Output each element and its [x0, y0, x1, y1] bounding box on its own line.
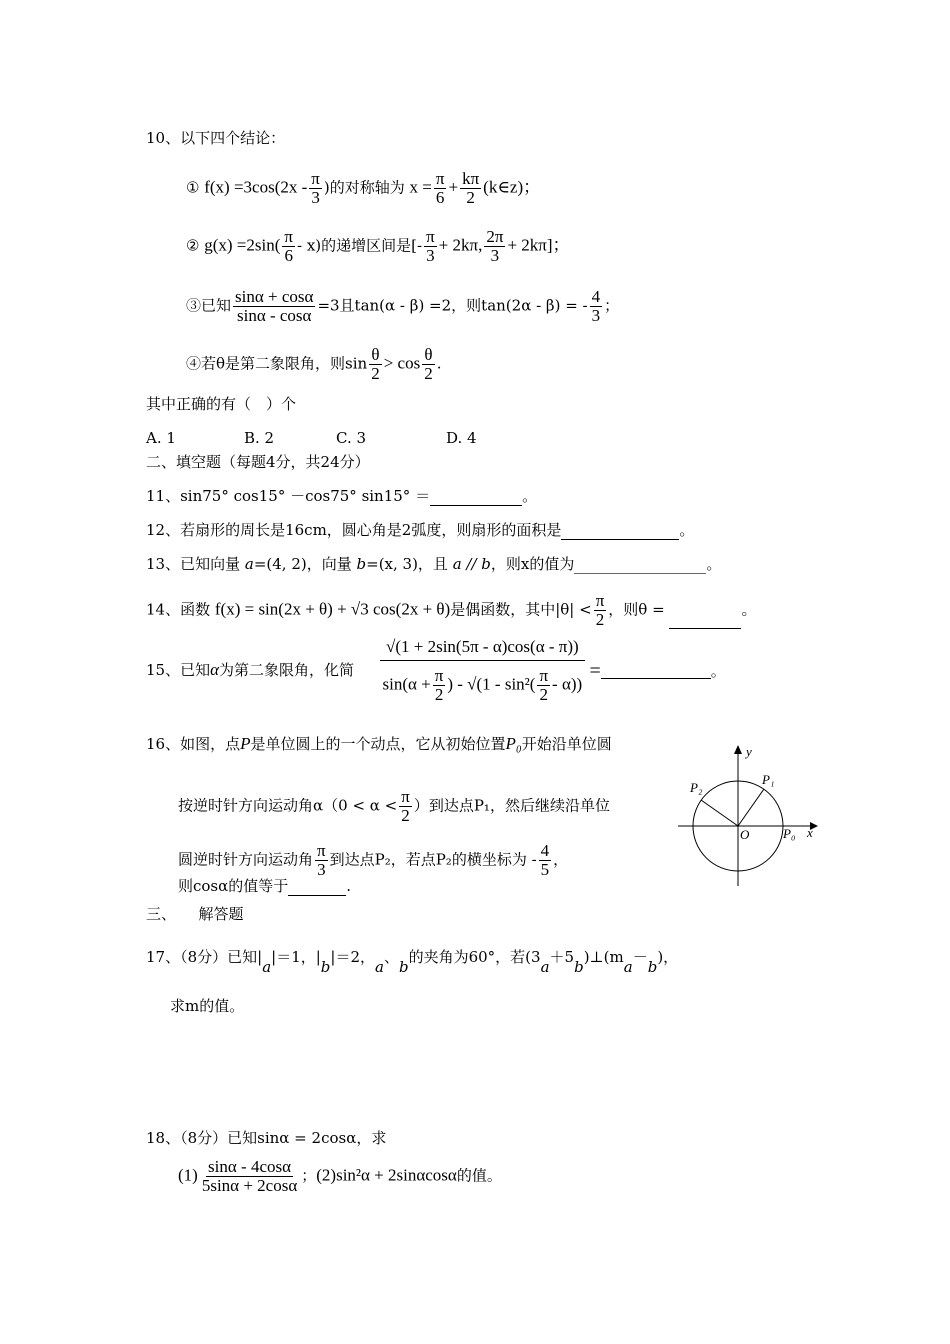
expr: x = — [409, 177, 432, 197]
fraction: $\frac{\pi}{2}$ — [401, 787, 410, 825]
label-y: y — [746, 744, 752, 759]
q18-parts — [178, 1158, 502, 1195]
expr: + — [448, 177, 459, 197]
answer-blank — [601, 664, 711, 679]
part-1-label: (1) — [178, 1165, 198, 1185]
vector-a: a — [262, 958, 272, 976]
q16-line-4 — [178, 876, 351, 896]
q17-ask: 求m的值。 — [170, 997, 245, 1015]
fraction: $\frac{\theta}{2}$ — [424, 345, 433, 383]
fraction: $\frac{k\pi}{2}$ — [462, 169, 480, 207]
text: ， — [553, 850, 569, 869]
vector-b: b — [320, 958, 331, 976]
text: 开始沿单位圆 — [521, 735, 612, 753]
expr: f(x) = sin(2x + θ) + √3 cos(2x + θ) — [214, 599, 451, 619]
q13 — [146, 554, 721, 574]
expr: g(x) =2sin( — [204, 235, 281, 255]
text: ，则x的值为 — [490, 555, 575, 573]
answer-blank — [574, 559, 706, 574]
label-origin: O — [740, 827, 750, 842]
q11-end: 。 — [522, 487, 538, 505]
vector-b: b — [574, 958, 584, 976]
text: ）到达点P₁，然后继续沿单位 — [413, 796, 610, 815]
text: 。 — [706, 555, 722, 573]
fraction: $\frac{2\pi}{3}$ — [486, 227, 504, 265]
fraction: $\frac{\pi}{3}$ — [317, 841, 326, 879]
text: sin(α + — [382, 674, 431, 694]
fraction: $\frac{\pi}{6}$ — [284, 227, 293, 265]
q10-ask: 其中正确的有（ ）个 — [146, 395, 297, 413]
vector-a: a — [540, 958, 550, 976]
q12-text: 12、若扇形的周长是16cm，圆心角是2弧度，则扇形的面积是 — [146, 521, 562, 539]
text: 的值。 — [456, 1166, 502, 1185]
text: 已知 — [201, 296, 232, 315]
y-axis-arrow-icon — [734, 745, 742, 754]
text: 14、函数 — [146, 600, 211, 619]
fraction: $\frac{\pi}{2}$ — [539, 666, 549, 704]
option-a: A. 1 — [146, 429, 176, 447]
text: . — [436, 354, 442, 373]
text: 圆逆时针方向运动角 — [178, 850, 314, 869]
fraction: $\frac{\pi}{2}$ — [595, 591, 605, 629]
vector-b: b — [647, 958, 658, 976]
label-p1: P₁ — [762, 772, 775, 787]
text: )， — [657, 948, 679, 966]
text: |＝1，| — [271, 948, 321, 966]
text: |＝2， — [330, 948, 376, 966]
expr: f(x) =3cos(2x - — [204, 177, 308, 197]
text: ，则θ = — [608, 600, 665, 619]
text: - α)) — [552, 674, 583, 694]
text: 17、（8分）已知| — [146, 948, 263, 966]
q10-options — [146, 428, 477, 448]
text: 则cosα的值等于 — [178, 877, 289, 895]
text: 若θ是第二象限角，则sin — [201, 354, 368, 373]
q15 — [146, 660, 354, 680]
fraction: $\frac{\sin\alpha - 4\cos\alpha}{5\sin\alpha + 2\cos\alpha}$ — [201, 1157, 298, 1195]
section-2-heading: 二、填空题（每题4分，共24分） — [146, 453, 370, 471]
parallel-condition: a // b — [452, 555, 491, 573]
q17 — [146, 940, 678, 984]
q11 — [146, 486, 537, 506]
text: 是偶函数，其中|θ| < — [450, 600, 592, 619]
q16-line-1 — [146, 734, 612, 754]
alpha: α — [210, 660, 220, 679]
vector-b: b — [398, 958, 409, 976]
point-p0: P₀ — [505, 734, 522, 753]
fraction: $\frac{\pi}{3}$ — [311, 169, 320, 207]
vector-a: a — [244, 555, 254, 573]
text: )的对称轴为 — [323, 178, 405, 197]
fraction: $\frac{4}{5}$ — [540, 841, 550, 879]
q12-end: 。 — [679, 521, 695, 539]
fraction: $\frac{\sin\alpha + \cos\alpha}{\sin\alpha - \cos\alpha}$ — [235, 287, 314, 325]
text: =(x, 3)，且 — [366, 555, 448, 573]
text: 。 — [741, 600, 757, 619]
text: ) - √(1 - sin²( — [447, 674, 536, 694]
part-2-expr: (2)sin²α + 2sinαcosα — [316, 1165, 457, 1185]
text: － — [632, 948, 648, 966]
text: )⊥(m — [583, 948, 624, 966]
text: 按逆时针方向运动角α（0 < α < — [178, 796, 398, 815]
option-d: D. 4 — [446, 429, 477, 447]
text: =(4, 2)，向量 — [253, 555, 352, 573]
statement-marker: ① — [186, 178, 200, 197]
vector-a: a — [375, 958, 384, 976]
text: ＋5 — [549, 948, 575, 966]
answer-blank — [669, 614, 741, 629]
expr: (k∈z)； — [483, 177, 541, 197]
answer-blank — [561, 525, 679, 540]
answer-blank — [288, 881, 346, 896]
fraction: $\frac{4}{3}$ — [591, 287, 601, 325]
q10-title: 10、以下四个结论： — [146, 129, 286, 147]
point-p: P — [240, 734, 251, 753]
expr: + 2kπ]； — [507, 235, 570, 255]
radius-p2 — [701, 800, 738, 826]
text: . — [346, 877, 352, 895]
text: =3且tan(α - β) =2，则tan(2α - β) = - — [317, 296, 588, 315]
expr: + 2kπ, — [438, 235, 483, 255]
vector-a: a — [623, 958, 633, 976]
q10-statement-3 — [186, 288, 619, 325]
text: 到达点P₂，若点P₂的横坐标为 - — [329, 850, 537, 869]
q10-statement-4 — [186, 346, 441, 383]
vector-b: b — [356, 555, 367, 573]
fraction: $\frac{\pi}{3}$ — [426, 227, 435, 265]
q12 — [146, 520, 694, 540]
q16-line-2 — [178, 788, 610, 825]
text: 16、如图，点 — [146, 735, 241, 753]
fraction: $\frac{\pi}{6}$ — [435, 169, 445, 207]
text: 15、已知 — [146, 661, 211, 679]
option-b: B. 2 — [244, 429, 275, 447]
q10-statement-2 — [186, 228, 570, 265]
text: - x)的递增区间是[- — [297, 236, 423, 255]
equals: = — [589, 660, 601, 682]
fraction: √(1 + 2sin(5π - α)cos(α - π)) sin(α + $\frac{\pi}{2}$ ) - √(1 - sin²( $\frac{\pi}{2}$ - α)) — [380, 638, 585, 704]
text: ； — [604, 296, 620, 315]
label-x: x — [807, 825, 813, 840]
radius-p1 — [738, 789, 764, 826]
q14 — [146, 592, 756, 629]
q18-title: 18、（8分）已知sinα = 2cosα，求 — [146, 1129, 387, 1147]
text: 13、已知向量 — [146, 555, 241, 573]
label-p0: P₀ — [783, 826, 796, 841]
fraction: $\frac{\pi}{2}$ — [434, 666, 444, 704]
label-p2: P₂ — [690, 780, 703, 795]
expr: > cos — [383, 353, 421, 373]
statement-marker: ④ — [186, 354, 202, 373]
text: 为第二象限角，化简 — [219, 661, 355, 679]
section-3-heading: 三、 解答题 — [146, 905, 244, 923]
option-c: C. 3 — [336, 429, 367, 447]
text: 的夹角为60°，若(3 — [408, 948, 541, 966]
text: 是单位圆上的一个动点，它从初始位置 — [250, 735, 506, 753]
unit-circle-figure — [670, 740, 820, 890]
fraction: $\frac{\theta}{2}$ — [371, 345, 380, 383]
q10-statement-1 — [186, 170, 540, 207]
statement-marker: ③ — [186, 296, 202, 315]
text: ； — [301, 1166, 317, 1185]
answer-blank — [430, 491, 522, 506]
text: 、 — [383, 948, 399, 966]
q15-fraction — [380, 638, 726, 704]
q16-line-3 — [178, 842, 568, 879]
q11-text: 11、sin75° cos15° －cos75° sin15° ＝ — [146, 487, 431, 505]
statement-marker: ② — [186, 236, 200, 255]
text: 。 — [710, 662, 726, 680]
